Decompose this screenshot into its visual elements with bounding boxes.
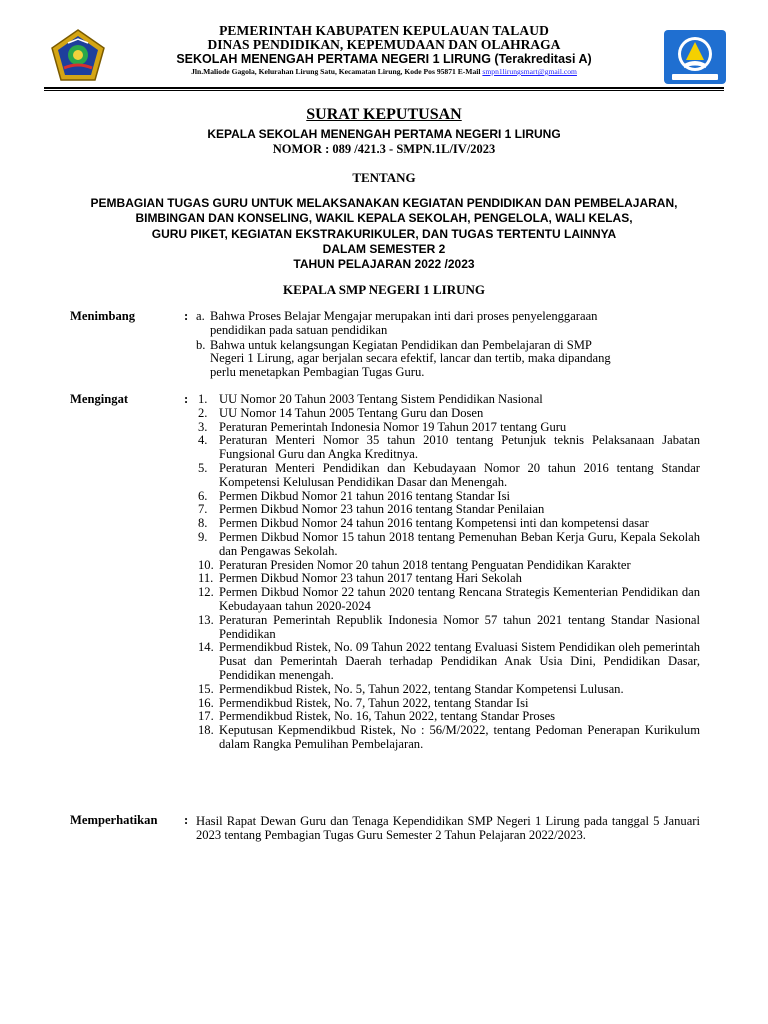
regulation-text: Permen Dikbud Nomor 15 tahun 2018 tentang Pemenuhan Beban Kerja Guru, Kepala Sekolah dan Pengawas Sekolah. [219,529,700,558]
regulation-item [198,614,700,642]
regulation-text: Peraturan Pemerintah Indonesia Nomor 19 Tahun 2017 tentang Guru [219,419,567,434]
mengingat-label: Mengingat [70,392,129,406]
subject-line: PEMBAGIAN TUGAS GURU UNTUK MELAKSANAKAN KEGIATAN PENDIDIKAN DAN PEMBELAJARAN, [90,196,678,210]
regulation-text: Permen Dikbud Nomor 23 tahun 2016 tentang Standar Penilaian [219,502,545,517]
regulation-text: Permendikbud Ristek, No. 5, Tahun 2022, tentang Standar Kompetensi Lulusan. [219,681,624,696]
item-line: Bahwa untuk kelangsungan Kegiatan Pendidikan dan Pembelajaran di SMP [210,337,592,352]
tentang-heading: TENTANG [352,170,416,185]
regulation-text: Peraturan Menteri Pendidikan dan Kebudayaan Nomor 20 tahun 2016 tentang Standar Kompetensi Kelulusan Pendidikan Dasar dan Menengah. [219,460,700,489]
regulation-item [198,586,700,614]
regulation-number: 18. [198,723,214,738]
regulation-text: UU Nomor 20 Tahun 2003 Tentang Sistem Pendidikan Nasional [219,392,543,406]
regulation-text: Permen Dikbud Nomor 24 tahun 2016 tentang Kompetensi inti dan kompetensi dasar [219,516,649,531]
item-marker: a. [196,309,205,323]
regulation-text: Permendikbud Ristek, No. 7, Tahun 2022, tentang Standar Isi [219,695,529,710]
menimbang-item [196,310,700,338]
item-line: Negeri 1 Lirung, agar berjalan secara efektif, lancar dan tertib, maka dipandang [210,351,611,366]
menimbang-colon: : [184,309,189,323]
regulation-item [198,462,700,490]
office-name: DINAS PENDIDIKAN, KEPEMUDAAN DAN OLAHRAGA [207,37,561,52]
regulation-number: 3. [198,419,208,434]
subject-line: GURU PIKET, KEGIATAN EKSTRAKURIKULER, DAN TUGAS TERTENTU LAINNYA [151,226,617,241]
regulation-item [198,531,700,559]
regulation-text: Permendikbud Ristek, No. 09 Tahun 2022 tentang Evaluasi Sistem Pendidikan oleh pemerintah Pusat dan Pemerintah Daerah terhadap Pendidikan Anak Usia Dini, Pendidikan Dasar, Pendidikan menengah. [219,640,700,682]
government-name: PEMERINTAH KABUPATEN KEPULAUAN TALAUD [219,23,549,38]
school-name: SEKOLAH MENENGAH PERTAMA NEGERI 1 LIRUNG (Terakreditasi A) [176,52,592,66]
subject-line: TAHUN PELAJARAN 2022 /2023 [293,257,475,272]
regulation-number: 1. [198,392,208,406]
decree-number: NOMOR : 089 /421.3 - SMPN.1L/IV/2023 [272,142,496,156]
regulation-number: 15. [198,681,214,696]
regulation-number: 5. [198,460,208,475]
regulation-number: 10. [198,557,214,572]
memperhatikan-label: Memperhatikan [70,813,158,827]
subject-line: DALAM SEMESTER 2 [322,241,446,256]
address-text: Jln.Maliode Gagola, Kelurahan Lirung Satu, Kecamatan Lirung, Kode Pos 95871 E-Mail [191,67,481,76]
memperhatikan-colon: : [184,813,189,827]
regulation-text: Peraturan Presiden Nomor 20 tahun 2018 tentang Penguatan Pendidikan Karakter [219,557,631,572]
regulation-text: UU Nomor 14 Tahun 2005 Tentang Guru dan Dosen [219,405,484,420]
regulation-number: 8. [198,516,208,531]
regulation-text: Permen Dikbud Nomor 23 tahun 2017 tentang Hari Sekolah [219,571,522,586]
regulation-item [198,393,700,407]
mengingat-content [198,393,700,752]
school-address [90,66,678,77]
email-link[interactable]: smpn1lirungsmart@gmail.com [482,67,577,76]
regulation-number: 17. [198,709,214,724]
regulation-item [198,421,700,435]
item-line: Bahwa Proses Belajar Mengajar merupakan inti dari proses penyelenggaraan [210,309,598,323]
regulation-item [198,724,700,752]
decree-subject [0,196,768,272]
regulation-item [198,490,700,504]
letterhead-text [110,24,658,77]
regulation-item [198,710,700,724]
regulation-item [198,407,700,421]
regulation-text: Permen Dikbud Nomor 22 tahun 2020 tentang Rencana Strategis Kementerian Pendidikan dan Kebudayaan tahun 2020-2024 [219,585,700,613]
regulation-number: 7. [198,502,208,517]
decree-issuer: KEPALA SEKOLAH MENENGAH PERTAMA NEGERI 1 LIRUNG [207,127,561,141]
letterhead-divider-thin [44,90,724,91]
memperhatikan-text: Hasil Rapat Dewan Guru dan Tenaga Kependidikan SMP Negeri 1 Lirung pada tanggal 5 Januari 2023 tentang Pembagian Tugas Guru Semester 2 Tahun Pelajaran 2022/2023. [196,814,700,842]
item-line: pendidikan pada satuan pendidikan [210,322,388,337]
regulation-item [198,683,700,697]
regulation-item [198,517,700,531]
regulation-number: 2. [198,405,208,420]
subject-line: BIMBINGAN DAN KONSELING, WAKIL KEPALA SEKOLAH, PENGELOLA, WALI KELAS, [135,211,633,226]
regulation-number: 4. [198,433,208,448]
menimbang-item [196,339,700,380]
regulation-item [198,572,700,586]
regulation-text: Keputusan Kepmendikbud Ristek, No : 56/M/2022, tentang Pedoman Penerapan Kurikulum dalam Rangka Pemulihan Pembelajaran. [219,723,700,751]
regulation-text: Peraturan Pemerintah Republik Indonesia Nomor 57 tahun 2021 tentang Standar Nasional Pendidikan [219,612,700,641]
item-line: perlu menetapkan Pembagian Tugas Guru. [210,365,425,380]
regulation-number: 16. [198,695,214,710]
regulation-number: 13. [198,612,214,627]
regulation-item [198,559,700,573]
regulation-number: 6. [198,488,208,503]
letterhead-divider-thick [44,87,724,89]
menimbang-content [196,310,700,380]
regulation-item [198,697,700,711]
item-marker: b. [196,337,206,352]
regulation-number: 11. [198,571,214,586]
regulation-item [198,434,700,462]
regulation-text: Permen Dikbud Nomor 21 tahun 2016 tentang Standar Isi [219,488,511,503]
regulation-number: 14. [198,640,214,655]
regulation-item [198,503,700,517]
regulation-list [198,393,700,752]
regulation-text: Permendikbud Ristek, No. 16, Tahun 2022, tentang Standar Proses [219,709,556,724]
mengingat-colon: : [184,392,189,406]
regulation-number: 12. [198,585,214,600]
head-heading: KEPALA SMP NEGERI 1 LIRUNG [282,282,485,297]
letterhead [40,24,728,84]
regulation-text: Peraturan Menteri Nomor 35 tahun 2010 tentang Petunjuk teknis Pelaksanaan Jabatan Fungsional Guru dan Angka Kreditnya. [219,433,700,462]
regulation-item [198,641,700,682]
tut-wuri-handayani-logo-icon [664,30,726,84]
regulation-number: 9. [198,529,208,544]
decree-title: SURAT KEPUTUSAN [306,106,462,123]
menimbang-label: Menimbang [70,309,136,323]
